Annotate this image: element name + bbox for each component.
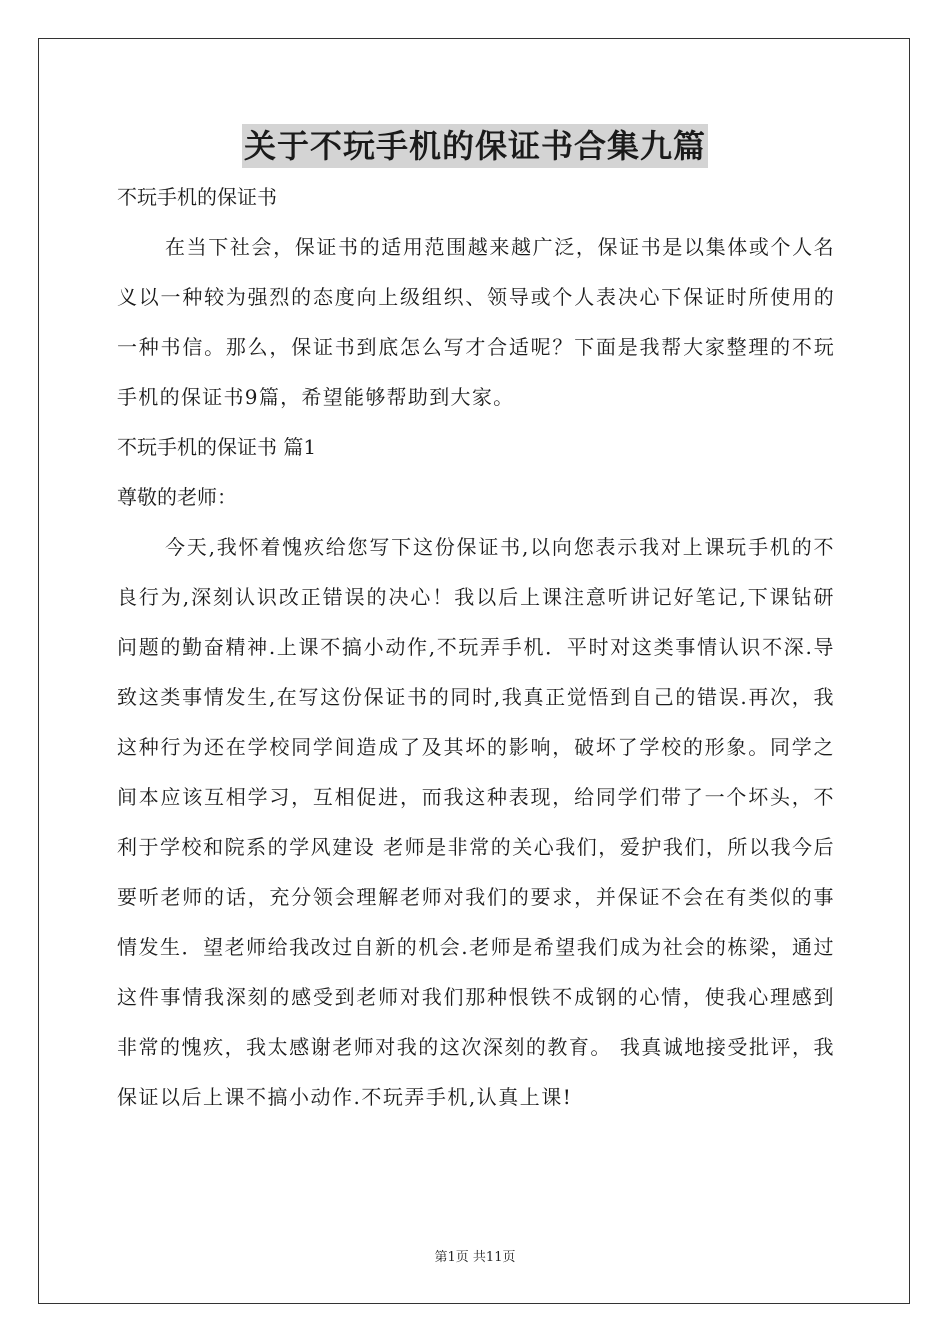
document-body — [117, 172, 835, 1122]
salutation: 尊敬的老师： — [117, 485, 237, 509]
subtitle: 不玩手机的保证书 — [117, 185, 277, 209]
body-paragraph: 今天,我怀着愧疚给您写下这份保证书,以向您表示我对上课玩手机的不良行为,深刻认识改正错误的决心！我以后上课注意听讲记好笔记,下课钻研问题的勤奋精神.上课不搞小动作,不玩弄手机．平时对这类事情认识不深.导致这类事情发生,在写这份保证书的同时,我真正觉悟到自己的错误.再次，我这种行为还在学校同学间造成了及其坏的影响，破坏了学校的形象。同学之间本应该互相学习，互相促进，而我这种表现，给同学们带了一个坏头，不利于学校和院系的学风建设 老师是非常的关心我们，爱护我们，所以我今后要听老师的话，充分领会理解老师对我们的要求，并保证不会在有类似的事情发生．望老师给我改过自新的机会.老师是希望我们成为社会的栋梁，通过这件事情我深刻的感受到老师对我们那种恨铁不成钢的心情，使我心理感到非常的愧疚，我太感谢老师对我的这次深刻的教育。 我真诚地接受批评，我保证以后上课不搞小动作.不玩弄手机,认真上课! — [117, 535, 835, 1109]
intro-paragraph: 在当下社会，保证书的适用范围越来越广泛，保证书是以集体或个人名义以一种较为强烈的态度向上级组织、领导或个人表决心下保证时所使用的一种书信。那么，保证书到底怎么写才合适呢？下面是我帮大家整理的不玩手机的保证书9篇，希望能够帮助到大家。 — [117, 235, 835, 409]
title-area — [0, 124, 950, 168]
section-heading: 不玩手机的保证书 篇1 — [117, 435, 317, 459]
page-footer: 第1页 共11页 — [434, 1250, 516, 1265]
document-title: 关于不玩手机的保证书合集九篇 — [242, 124, 708, 168]
